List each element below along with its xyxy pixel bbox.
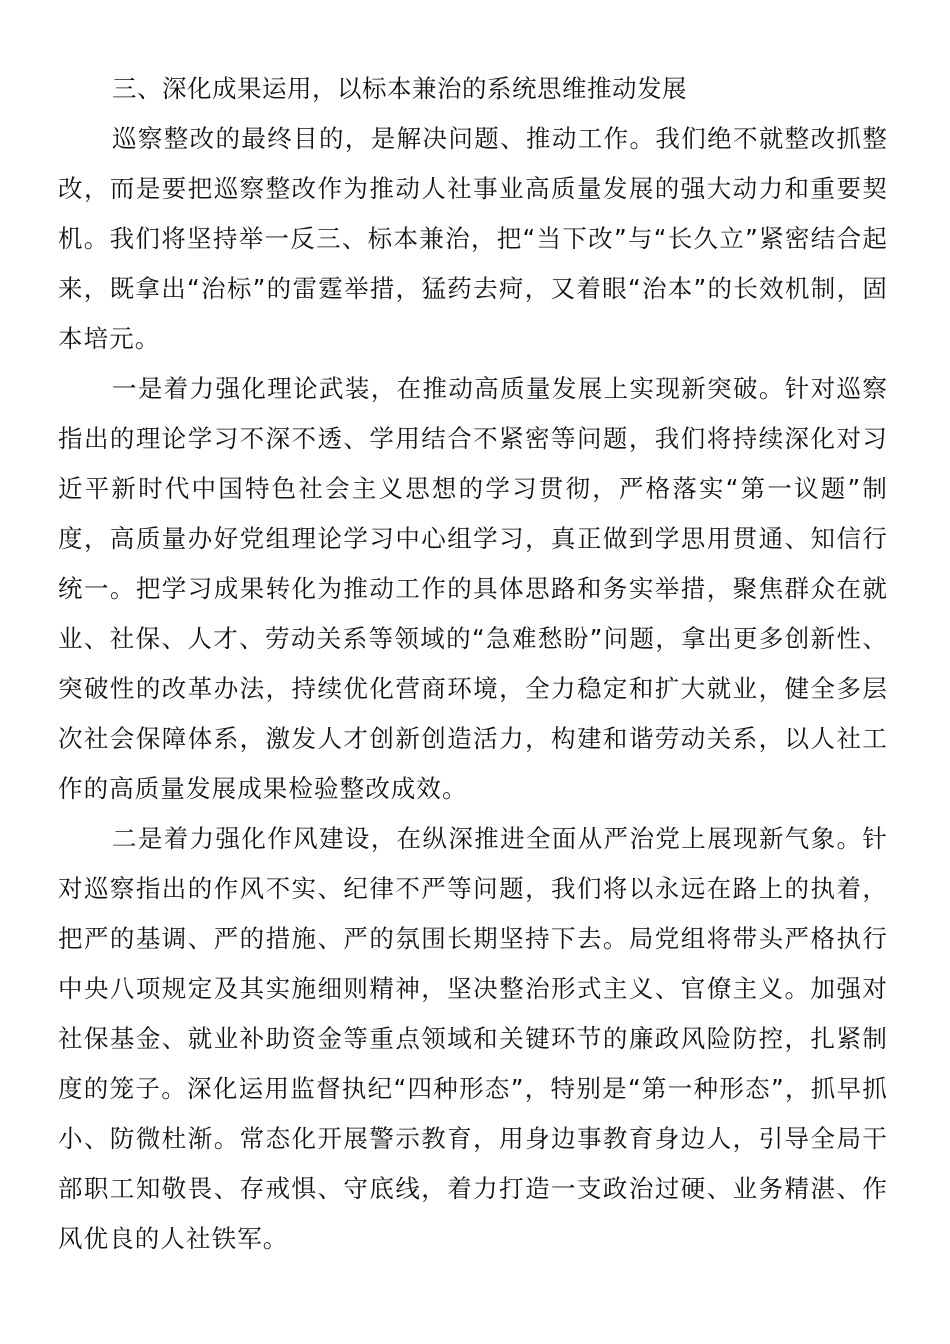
paragraph-style: 二是着力强化作风建设，在纵深推进全面从严治党上展现新气象。针对巡察指出的作风不实、纪律不严等问题，我们将以永远在路上的执着，把严的基调、严的措施、严的氛围长期坚持下去。局党组将带头严格执行中央八项规定及其实施细则精神，坚决整治形式主义、官僚主义。加强对社保基金、就业补助资金等重点领域和关键环节的廉政风险防控，扎紧制度的笼子。深化运用监督执纪“四种形态”，特别是“第一种形态”，抓早抓小、防微杜渐。常态化开展警示教育，用身边事教育身边人，引导全局干部职工知敬畏、存戒惧、守底线，着力打造一支政治过硬、业务精湛、作风优良的人社铁军。 [58, 824, 888, 1253]
paragraph-intro: 巡察整改的最终目的，是解决问题、推动工作。我们绝不就整改抓整改，而是要把巡察整改作为推动人社事业高质量发展的强大动力和重要契机。我们将坚持举一反三、标本兼治，把“当下改”与“长久立”紧密结合起来，既拿出“治标”的雷霆举措，猛药去疴，又着眼“治本”的长效机制，固本培元。 [58, 124, 888, 353]
section-heading: 三、深化成果运用，以标本兼治的系统思维推动发展 [112, 74, 687, 103]
paragraph-theory: 一是着力强化理论武装，在推动高质量发展上实现新突破。针对巡察指出的理论学习不深不透、学用结合不紧密等问题，我们将持续深化对习近平新时代中国特色社会主义思想的学习贯彻，严格落实“第一议题”制度，高质量办好党组理论学习中心组学习，真正做到学思用贯通、知信行统一。把学习成果转化为推动工作的具体思路和务实举措，聚焦群众在就业、社保、人才、劳动关系等领域的“急难愁盼”问题，拿出更多创新性、突破性的改革办法，持续优化营商环境，全力稳定和扩大就业，健全多层次社会保障体系，激发人才创新创造活力，构建和谐劳动关系，以人社工作的高质量发展成果检验整改成效。 [58, 374, 888, 803]
